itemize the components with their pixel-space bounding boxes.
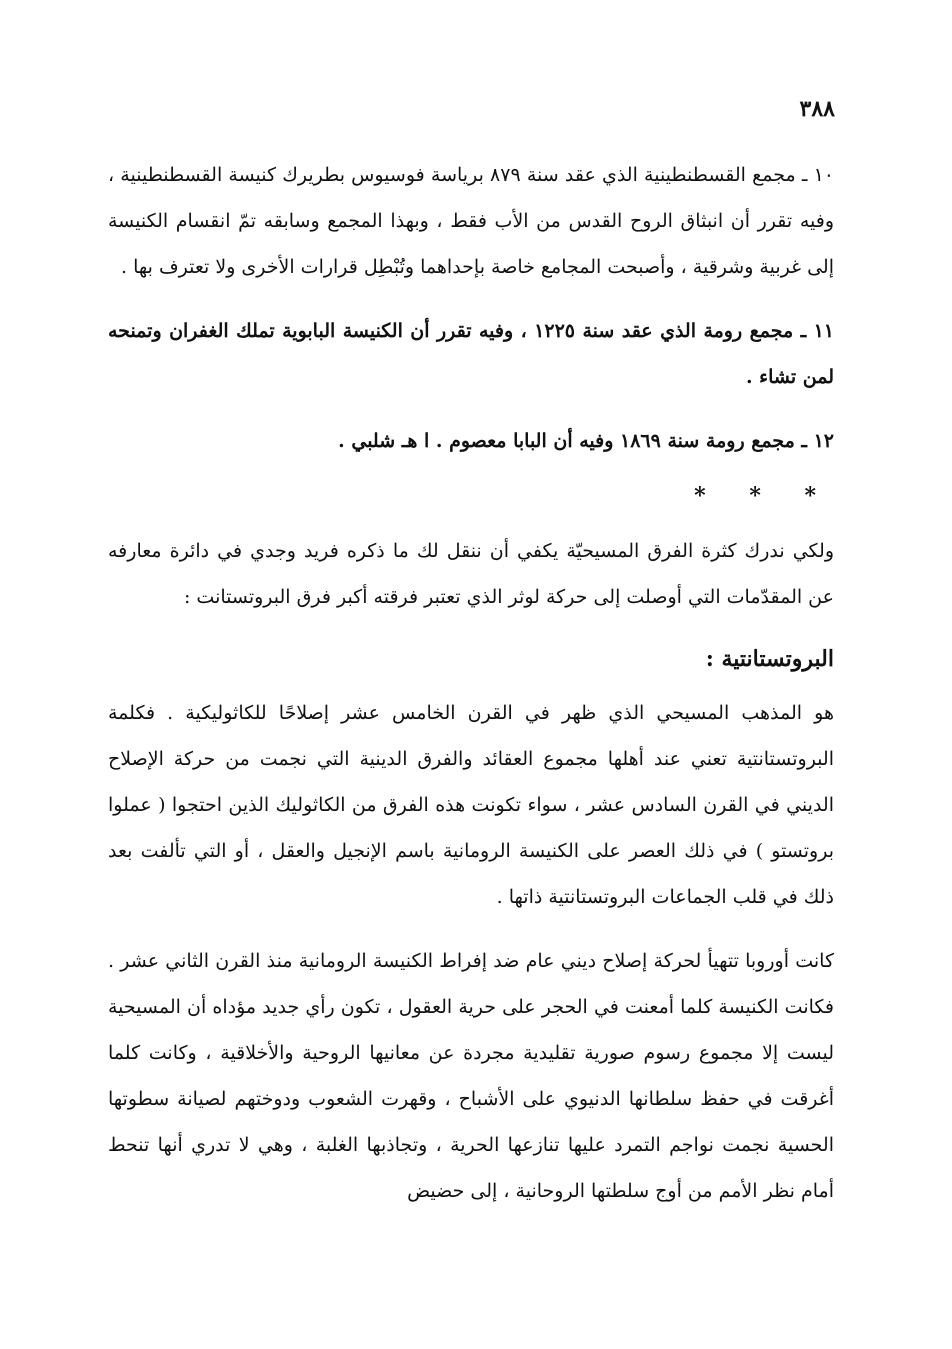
council-item-11: ١١ ـ مجمع رومة الذي عقد سنة ١٢٢٥ ، وفيه تقرر أن الكنيسة البابوية تملك الغفران وتمنحه لمن تشاء . <box>108 320 835 388</box>
section-separator: * * * <box>694 483 834 509</box>
body-paragraph: هو المذهب المسيحي الذي ظهر في القرن الخامس عشر إصلاحًا للكاثوليكية . فكلمة البروتستانتية تعني عند أهلها مجموع العقائد والفرق الدينية التي نجمت من حركة الإصلاح الديني في القرن السادس عشر ، سواء تكونت هذه الفرق من الكاثوليك الذين احتجوا ( عملوا بروتستو ) في ذلك العصر على الكنيسة الرومانية باسم الإنجيل والعقل ، أو التي تألفت بعد ذلك في قلب الجماعات البروتستانتية ذاتها . <box>108 702 834 908</box>
intro-paragraph: ولكي ندرك كثرة الفرق المسيحيّة يكفي أن ننقل لك ما ذكره فريد وجدي في دائرة معارفه عن المقدّمات التي أوصلت إلى حركة لوثر الذي تعتبر فرقته أكبر فرق البروتستانت : <box>108 540 834 608</box>
section-heading: البروتستانتية : <box>705 646 834 672</box>
page-body <box>108 152 834 1214</box>
body-paragraph: كانت أوروبا تتهيأ لحركة إصلاح ديني عام ضد إفراط الكنيسة الرومانية منذ القرن الثاني عشر . فكانت الكنيسة كلما أمعنت في الحجر على حرية العقول ، تكون رأي جديد مؤداه أن المسيحية ليست إلا مجموع رسوم صورية تقليدية مجردة عن معانيها الروحية والأخلاقية ، وكانت كلما أغرقت في حفظ سلطانها الدنيوي على الأشباح ، وقهرت الشعوب ودوختهم لصيانة سطوتها الحسية نجمت نواجم التمرد عليها تنازعها الحرية ، وتجاذبها الغلبة ، وهي لا تدري أنها تنحط أمام نظر الأمم من أوج سلطتها الروحانية ، إلى حضيض <box>108 950 834 1202</box>
council-item-10: ١٠ ـ مجمع القسطنطينية الذي عقد سنة ٨٧٩ برياسة فوسيوس بطريرك كنيسة القسطنطينية ، وفيه تقرر أن انبثاق الروح القدس من الأب فقط ، وبهذا المجمع وسابقه تمّ انقسام الكنيسة إلى غربية وشرقية ، وأصبحت المجامع خاصة بإحداهما وتُبْطِل قرارات الأخرى ولا تعترف بها . <box>108 164 834 278</box>
page-number: ٣٨٨ <box>799 96 835 122</box>
council-item-12: ١٢ ـ مجمع رومة سنة ١٨٦٩ وفيه أن البابا معصوم . ا هـ شلبي . <box>338 430 834 452</box>
